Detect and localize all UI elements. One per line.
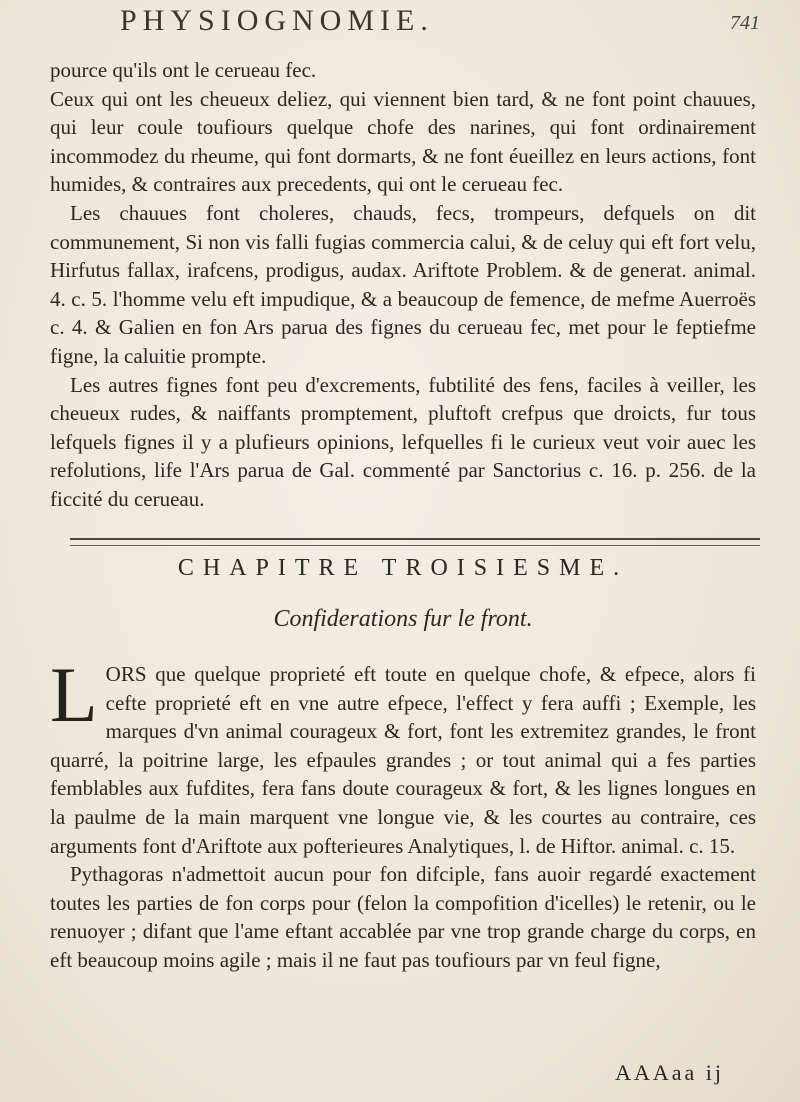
chapter-paragraph: ORS que quelque proprieté eft toute en quelque chofe, & efpece, alors fi cefte proprieté eft en vne autre efpece, l'effect y fera auffi ; Exemple, les marques d'vn animal courageux & fort, font les extremitez grandes, le front quarré, la poitrine large, les efpaules grandes ; or tout animal qui a fes parties femblables aux fufdites, fera fans doute courageux & fort, & les lignes longues en la paulme de la main marquent vne longue vie, & les courtes au contraire, ces arguments font d'Ariftote aux pofterieures Analytiques, l. de Hiftor. animal. c. 15. [50, 662, 756, 858]
drop-cap: L [50, 651, 98, 738]
chapter-body [50, 651, 756, 975]
page-number: 741 [730, 12, 760, 34]
signature-mark: AAAaa ij [615, 1060, 724, 1085]
paragraph: Les chauues font choleres, chauds, fecs, trompeurs, defquels on dit communement, Si non vis falli fugias commercia calui, & de celuy qui eft fort velu, Hirfutus fallax, irafcens, prodigus, audax. Ariftote Problem. & de generat. animal. 4. c. 5. l'homme velu eft impudique, & a beaucoup de femence, de mefme Auerroës c. 4. & Galien en fon Ars parua des fignes du cerueau fec, met pour le feptiefme figne, la caluitie prompte. [50, 200, 756, 368]
page-header [120, 4, 760, 48]
chapter-paragraph: Pythagoras n'admettoit aucun pour fon difciple, fans auoir regardé exactement toutes les parties de fon corps pour (felon la compofition d'icelles) le retenir, ou le renuoyer ; difant que l'ame eftant accablée par vne trop grande charge du corps, en eft beaucoup moins agile ; mais il ne faut pas toufiours par vn feul figne, [50, 862, 756, 972]
section-divider-thin [70, 545, 760, 546]
body-text [50, 56, 756, 514]
chapter-subtitle: Confiderations fur le front. [273, 606, 533, 632]
running-title: PHYSIOGNOMIE. [120, 4, 434, 37]
paragraph: Les autres fignes font peu d'excrements, fubtilité des fens, faciles à veiller, les cheueux rudes, & naiffants promptement, pluftoft crefpus que droicts, fur tous lefquels fignes il y a plufieurs opinions, lefquelles fi le curieux veut voir auec les refolutions, life l'Ars parua de Gal. commenté par Sanctorius c. 16. p. 256. de la ficcité du cerueau. [50, 372, 756, 511]
section-divider [70, 538, 760, 540]
paragraph: pource qu'ils ont le cerueau fec. Ceux qui ont les cheueux deliez, qui viennent bien tard, & ne font point chauues, qui leur coule toufiours quelque chofe des narines, qui font ordinairement incommodez du rheume, qui font dormarts, & ne font éueillez en leurs actions, font humides, & contraires aux precedents, qui ont le cerueau fec. [50, 58, 756, 197]
chapter-heading: CHAPITRE TROISIESME. [177, 555, 629, 581]
